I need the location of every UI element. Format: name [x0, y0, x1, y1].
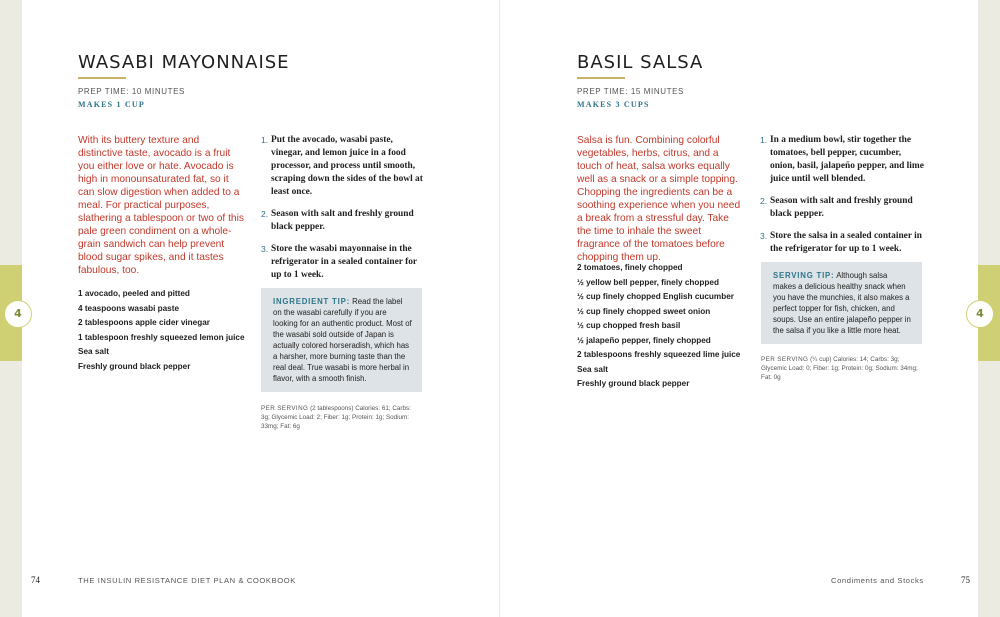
instruction-list [261, 134, 423, 291]
ingredient-item: Sea salt [577, 364, 608, 374]
instruction-step [760, 230, 924, 256]
instruction-step [261, 134, 423, 199]
recipe-title: WASABI MAYONNAISE [78, 52, 290, 73]
ingredient-item: ½ yellow bell pepper, finely chopped [577, 277, 719, 287]
nutrition-info [261, 404, 421, 431]
tip-text: Although salsa makes a delicious healthy snack when you have the munchies, it also makes a perfect topper for fish, chicken, and soups. Use an entire jalapeño pepper in the salsa if you like a little more heat. [773, 271, 911, 335]
ingredient-list [577, 261, 740, 392]
chapter-number-left: 4 [4, 300, 32, 328]
step-number: 2. [261, 209, 269, 219]
ingredient-item: 2 tablespoons apple cider vinegar [78, 318, 210, 327]
ingredient-item: Sea salt [78, 347, 109, 356]
nutrition-label: PER SERVING [261, 405, 309, 412]
nutrition-label: PER SERVING [761, 356, 809, 363]
ingredient-item: ½ cup finely chopped English cucumber [577, 292, 734, 301]
nutrition-info [761, 355, 923, 382]
step-text: Store the salsa in a sealed container in the refrigerator for up to 1 week. [770, 231, 922, 254]
title-underline [577, 77, 625, 79]
title-underline [78, 77, 126, 79]
step-number: 1. [760, 135, 768, 145]
ingredient-item: 2 tomatoes, finely chopped [577, 263, 683, 272]
tip-text: Read the label on the wasabi carefully if you are looking for an authentic product. Most of the wasabi sold outside of Japan is actually colored horseradish, which has a harsher, more burning taste than the real deal. True wasabi is more herbal in flavor, with a smooth finish. [273, 297, 412, 383]
step-number: 3. [760, 231, 768, 241]
ingredient-item: Freshly ground black pepper [577, 379, 690, 388]
instruction-step [261, 243, 423, 282]
recipe-title: BASIL SALSA [577, 52, 704, 73]
running-footer: THE INSULIN RESISTANCE DIET PLAN & COOKBOOK [78, 576, 296, 585]
step-text: Store the wasabi mayonnaise in the refrigerator in a sealed container for up to 1 week. [271, 244, 417, 280]
running-footer: Condiments and Stocks [831, 576, 924, 585]
ingredient-item: ½ cup chopped fresh basil [577, 321, 681, 330]
nutrition-text: (2 tablespoons) Calories: 61; Carbs: 3g; Glycemic Load: 2; Fiber: 1g; Protein: 1g; Sodium: 33mg; Fat: 6g [261, 405, 411, 430]
instruction-step [261, 208, 423, 234]
yield: MAKES 1 CUP [78, 100, 145, 109]
tip-label: INGREDIENT TIP: [273, 297, 350, 306]
recipe-intro: With its buttery texture and distinctive taste, avocado is a fruit you either love or hate. Avocado is high in monounsaturated fat, so it can slow digestion when added to a meal. For practical purposes, slathering a tablespoon or two of this pale green condiment on a whole-grain sandwich can help prevent blood sugar spikes, and it tastes fabulous, too. [78, 135, 244, 276]
prep-time: PREP TIME: 15 MINUTES [577, 87, 684, 96]
yield: MAKES 3 CUPS [577, 100, 650, 109]
instruction-list [760, 134, 924, 265]
step-text: Season with salt and freshly ground black pepper. [271, 209, 414, 232]
step-text: Put the avocado, wasabi paste, vinegar, and lemon juice in a food processor, and process until smooth, scraping down the sides of the bowl at least once. [271, 135, 423, 197]
step-number: 3. [261, 244, 269, 254]
ingredient-item: 1 avocado, peeled and pitted [78, 289, 190, 298]
serving-tip-box [761, 262, 922, 344]
step-number: 1. [261, 135, 269, 145]
ingredient-item: 1 tablespoon freshly squeezed lemon juice [78, 332, 245, 342]
nutrition-text: (¼ cup) Calories: 14; Carbs: 3g; Glycemic Load: 0; Fiber: 1g; Protein: 0g; Sodium: 34mg; Fat: 0g [761, 356, 918, 381]
recipe-intro: Salsa is fun. Combining colorful vegetables, herbs, citrus, and a touch of heat, salsa works equally well as a snack or a simple topping. Chopping the ingredients can be a soothing experience when you need a break from a stressful day. Take the time to inhale the sweet fragrance of the tomatoes before chopping them up. [577, 135, 741, 263]
ingredient-item: Freshly ground black pepper [78, 361, 191, 371]
page-number: 75 [961, 575, 970, 585]
ingredient-item: 4 teaspoons wasabi paste [78, 303, 180, 313]
step-text: Season with salt and freshly ground black pepper. [770, 196, 913, 219]
page-number: 74 [31, 575, 40, 585]
tip-label: SERVING TIP: [773, 271, 835, 280]
page-gutter [499, 0, 501, 617]
ingredient-item: 2 tablespoons freshly squeezed lime juice [577, 350, 741, 359]
ingredient-item: ½ cup finely chopped sweet onion [577, 306, 711, 316]
instruction-step [760, 134, 924, 186]
prep-time: PREP TIME: 10 MINUTES [78, 87, 185, 96]
step-number: 2. [760, 196, 768, 206]
ingredient-tip-box [261, 288, 422, 392]
step-text: In a medium bowl, stir together the tomatoes, bell pepper, cucumber, onion, basil, jalapeño pepper, and lime juice until well blended. [770, 135, 924, 184]
ingredient-list [78, 287, 245, 374]
chapter-number-right: 4 [966, 300, 994, 328]
instruction-step [760, 195, 924, 221]
ingredient-item: ½ jalapeño pepper, finely chopped [577, 335, 711, 345]
